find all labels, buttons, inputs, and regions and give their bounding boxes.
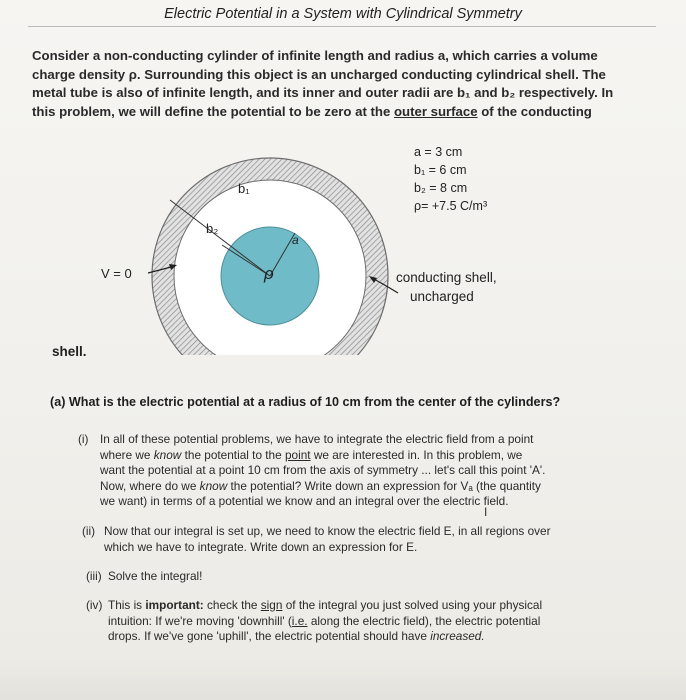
label-rho: ρ (264, 264, 274, 283)
cylinder-diagram (0, 135, 400, 355)
part-ii-line-2: which we have to integrate. Write down an expression for E. (104, 539, 418, 554)
part-i-point: point (284, 447, 311, 462)
part-ii-line-1: Now that our integral is set up, we need to know the electric field E, in all regions over (104, 524, 551, 538)
text-cursor-icon: I (484, 505, 488, 519)
part-i-line-1: In all of these potential problems, we have to integrate the electric field from a point (100, 432, 534, 446)
part-i-line-5: we want) in terms of a potential we know and an integral over the electric field. (100, 494, 509, 508)
intro-line-4-text-c: of the conducting (477, 103, 592, 119)
part-iv-number: (iv) (86, 598, 103, 612)
part-iv-l2a: intuition: If we're moving 'downhill' ( (108, 613, 292, 628)
part-ii (82, 524, 624, 555)
part-iv-line-2 (108, 614, 628, 630)
part-iv-ie: i.e. (291, 613, 308, 628)
intro-line-1: Consider a non-conducting cylinder of infinite length and radius a, which carries a volume (32, 48, 598, 63)
part-iv-sign: sign (260, 598, 283, 612)
page-title: Electric Potential in a System with Cylindrical Symmetry (164, 6, 522, 22)
part-i-number: (i) (78, 432, 89, 446)
part-i-know-2: know (199, 478, 228, 493)
param-rho: ρ= +7.5 C/m³ (414, 199, 488, 213)
intro-continuation: shell. (52, 344, 87, 359)
part-i-know-1: know (153, 447, 182, 462)
part-iv-l2b: along the electric field), the electric potential (307, 613, 541, 628)
intro-zero-emphasis: zero (324, 103, 352, 119)
intro-line-4-text-b: at the (351, 103, 394, 119)
part-ii-number: (ii) (82, 524, 96, 538)
intro-line-2: charge density ρ. Surrounding this object is an uncharged conducting cylindrical shell. The (32, 66, 606, 82)
label-b2: b₂ (206, 221, 219, 236)
part-i-l2a: where we (100, 447, 154, 462)
part-iv-l1b: check the (203, 598, 261, 612)
intro-line-3: metal tube is also of infinite length, and its inner and outer radii are b₁ and b₂ respectively. In (32, 85, 614, 100)
part-iv-line-1 (108, 598, 628, 614)
part-iii-line-1: Solve the integral! (108, 569, 203, 583)
part-i-line-4 (100, 479, 620, 495)
part-i-line-3: want the potential at a point 10 cm from the axis of symmetry ... let's call this point 'A'. (100, 463, 546, 477)
part-iv-important: important: (145, 598, 204, 612)
photo-shadow (0, 660, 686, 700)
param-b2: b₂ = 8 cm (414, 181, 468, 195)
intro-line-4 (32, 103, 632, 122)
param-a: a = 3 cm (414, 145, 463, 159)
part-iv-l3a: drops. If we've gone 'uphill', the electric potential should have (108, 629, 431, 643)
part-i (78, 432, 620, 510)
part-iii (86, 569, 608, 585)
part-i-l4b: the potential? Write down an expression for Vₐ (the quantity (227, 478, 541, 493)
shell-label-line-2: uncharged (410, 289, 474, 304)
shell-label-line-1: conducting shell, (396, 270, 497, 285)
label-b1: b₁ (238, 181, 250, 196)
parameter-list (414, 143, 487, 215)
part-iv-line-3 (108, 629, 628, 645)
part-i-l4a: Now, where do we (100, 478, 200, 493)
part-iii-number: (iii) (86, 569, 102, 583)
part-i-line-2 (100, 448, 620, 464)
part-iv-l1a: This is (108, 598, 146, 612)
part-iv-l1c: of the integral you just solved using your physical (282, 598, 543, 612)
shell-label (396, 268, 497, 306)
title-divider (28, 26, 656, 27)
label-v-zero: V = 0 (101, 266, 132, 281)
label-a: a (292, 233, 299, 247)
part-i-l2b: the potential to the (181, 447, 285, 462)
param-b1: b₁ = 6 cm (414, 163, 467, 177)
question-a: (a) What is the electric potential at a radius of 10 cm from the center of the cylinders? (50, 395, 561, 409)
intro-paragraph (32, 47, 632, 121)
intro-outer-surface-emphasis: outer surface (393, 103, 478, 119)
part-i-l2c: we are interested in. In this problem, we (310, 447, 523, 462)
part-iv (86, 598, 628, 645)
intro-line-4-text: this problem, we will define the potential to be (32, 103, 325, 119)
part-iv-increased: increased. (430, 629, 485, 643)
